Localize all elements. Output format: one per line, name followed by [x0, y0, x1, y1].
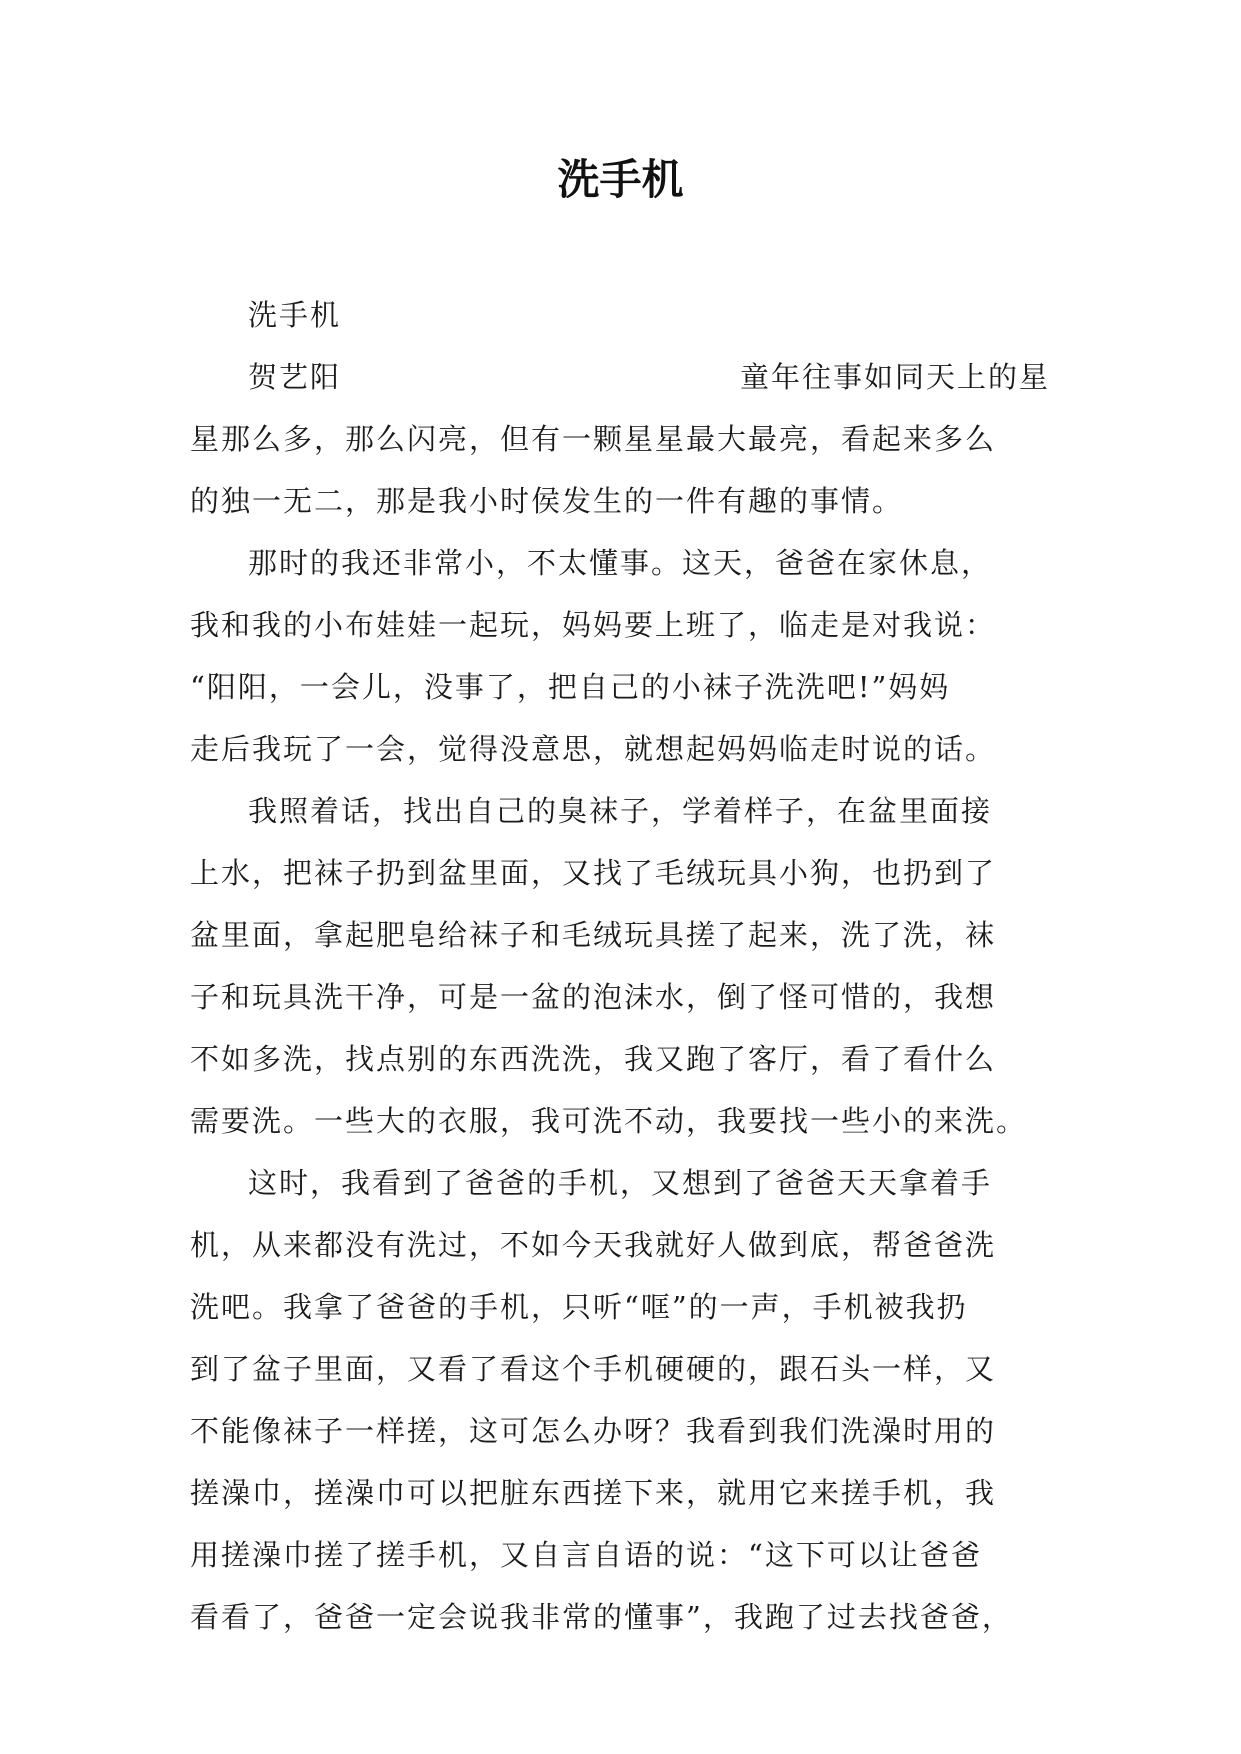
text-line: 机，从来都没有洗过，不如今天我就好人做到底，帮爸爸洗 — [190, 1228, 997, 1262]
text-line: 不能像袜子一样搓，这可怎么办呀？我看到我们洗澡时用的 — [190, 1414, 997, 1448]
text-line: 我照着话，找出自己的臭袜子，学着样子，在盆里面接 — [248, 794, 993, 828]
text-line: 洗吧。我拿了爸爸的手机，只听“哐”的一声，手机被我扔 — [190, 1290, 968, 1324]
text-line: 不如多洗，找点别的东西洗洗，我又跑了客厅，看了看什么 — [190, 1042, 997, 1076]
paragraph-1 — [190, 532, 1050, 780]
intro-first-line: 童年往事如同天上的星 — [739, 360, 1050, 394]
text-line: 上水，把袜子扔到盆里面，又找了毛绒玩具小狗，也扔到了 — [190, 856, 997, 890]
text-line: 看看了，爸爸一定会说我非常的懂事”，我跑了过去找爸爸， — [190, 1600, 1013, 1634]
author-name: 贺艺阳 — [248, 360, 342, 394]
text-line: 那时的我还非常小，不太懂事。这天，爸爸在家休息， — [248, 546, 993, 580]
text-line: 这时，我看到了爸爸的手机，又想到了爸爸天天拿着手 — [248, 1166, 993, 1200]
text-line: 我和我的小布娃娃一起玩，妈妈要上班了，临走是对我说： — [190, 608, 997, 642]
subtitle-line: 洗手机 — [248, 298, 342, 332]
text-line: “阳阳，一会儿，没事了，把自己的小袜子洗洗吧!”妈妈 — [190, 670, 951, 704]
text-line: 到了盆子里面，又看了看这个手机硬硬的，跟石头一样，又 — [190, 1352, 997, 1386]
text-line: 盆里面，拿起肥皂给袜子和毛绒玩具搓了起来，洗了洗，袜 — [190, 918, 997, 952]
text-line: 的独一无二，那是我小时侯发生的一件有趣的事情。 — [190, 484, 904, 518]
text-line: 需要洗。一些大的衣服，我可洗不动，我要找一些小的来洗。 — [190, 1104, 1028, 1138]
document-body — [190, 284, 1050, 1648]
paragraph-2 — [190, 780, 1050, 1152]
text-line: 子和玩具洗干净，可是一盆的泡沫水，倒了怪可惜的，我想 — [190, 980, 997, 1014]
text-line: 搓澡巾，搓澡巾可以把脏东西搓下来，就用它来搓手机，我 — [190, 1476, 997, 1510]
document-title: 洗手机 — [557, 155, 684, 204]
text-line: 星那么多，那么闪亮，但有一颗星星最大最亮，看起来多么 — [190, 422, 997, 456]
text-line: 走后我玩了一会，觉得没意思，就想起妈妈临走时说的话。 — [190, 732, 997, 766]
paragraph-3 — [190, 1152, 1050, 1648]
text-line: 用搓澡巾搓了搓手机，又自言自语的说：“这下可以让爸爸 — [190, 1538, 982, 1572]
author-row — [190, 346, 1050, 408]
